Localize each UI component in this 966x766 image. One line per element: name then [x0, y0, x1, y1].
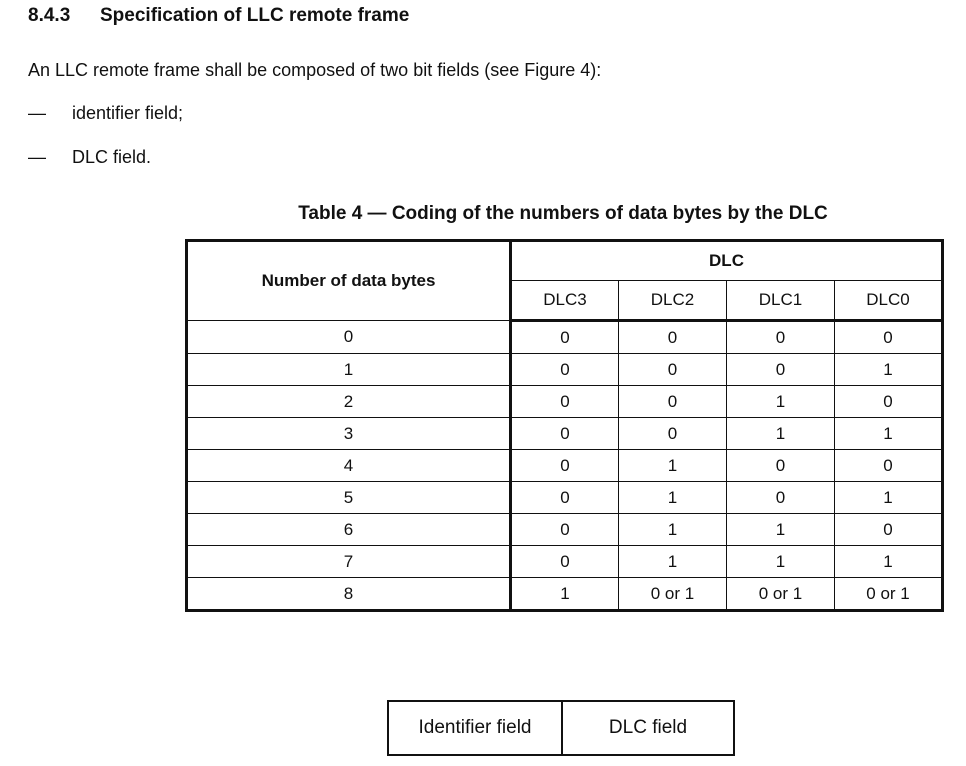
remote-frame-figure: [387, 700, 735, 756]
table-row: [187, 514, 943, 546]
cell-dlc2: 0: [619, 354, 727, 386]
cell-dlc0: 0: [835, 450, 943, 482]
cell-dlc3: 0: [511, 546, 619, 578]
header-dlc1: DLC1: [727, 281, 835, 321]
cell-dlc3: 0: [511, 514, 619, 546]
cell-dlc3: 0: [511, 418, 619, 450]
cell-dlc0: 0 or 1: [835, 578, 943, 611]
cell-dlc1: 1: [727, 386, 835, 418]
table-row: [187, 578, 943, 611]
cell-dlc3: 0: [511, 482, 619, 514]
cell-dlc3: 0: [511, 321, 619, 354]
section-heading: [28, 5, 409, 27]
cell-dlc1: 0: [727, 354, 835, 386]
cell-dlc2: 1: [619, 514, 727, 546]
cell-bytes: 2: [187, 386, 511, 418]
bullet-item: [28, 103, 183, 124]
header-dlc2: DLC2: [619, 281, 727, 321]
cell-dlc2: 1: [619, 546, 727, 578]
cell-bytes: 3: [187, 418, 511, 450]
bullet-item: [28, 147, 151, 168]
cell-dlc1: 1: [727, 418, 835, 450]
cell-dlc2: 0: [619, 386, 727, 418]
cell-dlc1: 1: [727, 546, 835, 578]
cell-dlc1: 0 or 1: [727, 578, 835, 611]
cell-dlc3: 0: [511, 450, 619, 482]
cell-dlc2: 0: [619, 418, 727, 450]
table-row: [187, 354, 943, 386]
cell-dlc0: 1: [835, 546, 943, 578]
table-title: Table 4 — Coding of the numbers of data bytes by the DLC: [298, 203, 828, 224]
cell-bytes: 5: [187, 482, 511, 514]
cell-dlc1: 1: [727, 514, 835, 546]
cell-bytes: 6: [187, 514, 511, 546]
dlc-coding-table: [185, 239, 944, 612]
cell-dlc3: 0: [511, 386, 619, 418]
cell-dlc3: 1: [511, 578, 619, 611]
table-row: [187, 482, 943, 514]
cell-dlc2: 0 or 1: [619, 578, 727, 611]
table-row: [187, 546, 943, 578]
bullet-text: identifier field;: [72, 103, 184, 123]
cell-dlc0: 0: [835, 386, 943, 418]
cell-dlc1: 0: [727, 482, 835, 514]
intro-paragraph: An LLC remote frame shall be composed of two bit fields (see Figure 4):: [28, 60, 602, 80]
header-dlc0: DLC0: [835, 281, 943, 321]
identifier-field-box: Identifier field: [389, 702, 563, 754]
cell-dlc2: 1: [619, 482, 727, 514]
dlc-field-box: DLC field: [608, 717, 688, 738]
cell-bytes: 4: [187, 450, 511, 482]
header-dlc3: DLC3: [511, 281, 619, 321]
bullet-text: DLC field.: [72, 147, 152, 167]
cell-bytes: 7: [187, 546, 511, 578]
table-row: [187, 321, 943, 354]
cell-dlc1: 0: [727, 321, 835, 354]
cell-dlc0: 1: [835, 418, 943, 450]
section-title: Specification of LLC remote frame: [100, 5, 410, 26]
table-row: [187, 418, 943, 450]
cell-bytes: 1: [187, 354, 511, 386]
section-number: 8.4.3: [28, 5, 71, 26]
cell-dlc2: 0: [619, 321, 727, 354]
cell-dlc1: 0: [727, 450, 835, 482]
cell-bytes: 0: [187, 321, 511, 354]
cell-dlc2: 1: [619, 450, 727, 482]
cell-dlc3: 0: [511, 354, 619, 386]
cell-dlc0: 1: [835, 354, 943, 386]
cell-dlc0: 0: [835, 514, 943, 546]
cell-dlc0: 0: [835, 321, 943, 354]
bullet-dash: —: [28, 147, 46, 167]
header-number-of-data-bytes: Number of data bytes: [187, 241, 511, 321]
header-dlc: DLC: [511, 241, 943, 281]
table-row: [187, 386, 943, 418]
cell-bytes: 8: [187, 578, 511, 611]
table-row: [187, 450, 943, 482]
bullet-dash: —: [28, 103, 46, 123]
cell-dlc0: 1: [835, 482, 943, 514]
